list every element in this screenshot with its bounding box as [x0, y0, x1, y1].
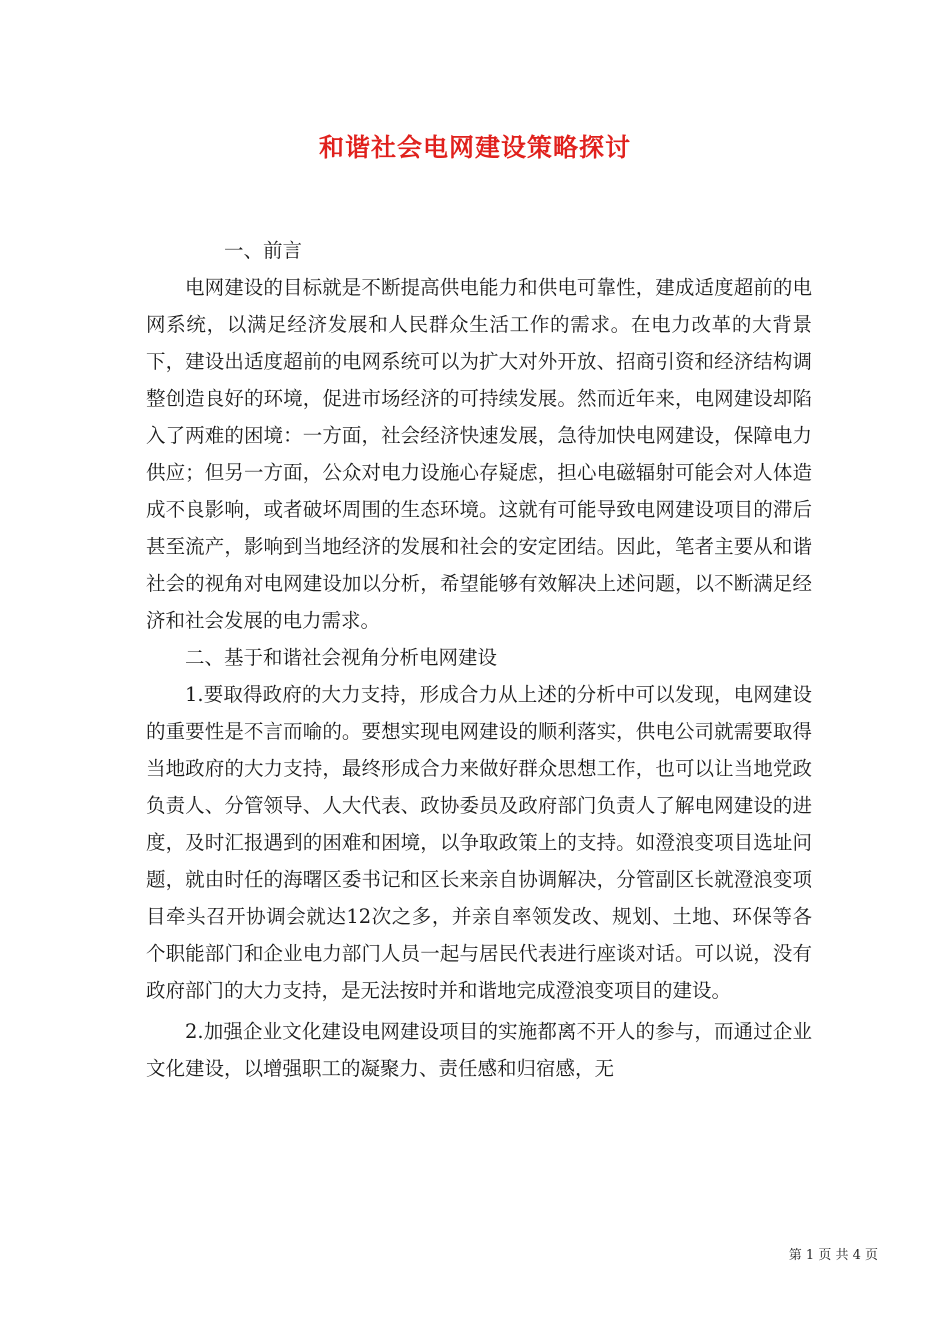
paragraph-government-support: 1.要取得政府的大力支持，形成合力从上述的分析中可以发现，电网建设的重要性是不言而喻的。要想实现电网建设的顺利落实，供电公司就需要取得当地政府的大力支持，最终形成合力来做好群众思想工作，也可以让当地党政负责人、分管领导、人大代表、政协委员及政府部门负责人了解电网建设的进度，及时汇报遇到的困难和困境，以争取政策上的支持。如澄浪变项目选址问题，就由时任的海曙区委书记和区长来亲自协调解决，分管副区长就澄浪变项目牵头召开协调会就达12次之多，并亲自率领发改、规划、土地、环保等各个职能部门和企业电力部门人员一起与居民代表进行座谈对话。可以说，没有政府部门的大力支持，是无法按时并和谐地完成澄浪变项目的建设。	[146, 683, 812, 1002]
section-heading-preface: 一、前言	[224, 239, 303, 262]
paragraph-preface: 电网建设的目标就是不断提高供电能力和供电可靠性，建成适度超前的电网系统，以满足经济发展和人民群众生活工作的需求。在电力改革的大背景下，建设出适度超前的电网系统可以为扩大对外开放、招商引资和经济结构调整创造良好的环境，促进市场经济的可持续发展。然而近年来，电网建设却陷入了两难的困境：一方面，社会经济快速发展，急待加快电网建设，保障电力供应；但另一方面，公众对电力设施心存疑虑，担心电磁辐射可能会对人体造成不良影响，或者破坏周围的生态环境。这就有可能导致电网建设项目的滞后甚至流产，影响到当地经济的发展和社会的安定团结。因此，笔者主要从和谐社会的视角对电网建设加以分析，希望能够有效解决上述问题，以不断满足经济和社会发展的电力需求。	[146, 276, 812, 632]
document-body	[146, 232, 812, 1087]
page-number-footer: 第 1 页 共 4 页	[788, 1248, 878, 1263]
section-heading-analysis: 二、基于和谐社会视角分析电网建设	[185, 646, 498, 669]
paragraph-corporate-culture: 2.加强企业文化建设电网建设项目的实施都离不开人的参与，而通过企业文化建设，以增强职工的凝聚力、责任感和归宿感，无	[146, 1020, 812, 1080]
document-title: 和谐社会电网建设策略探讨	[318, 133, 631, 162]
